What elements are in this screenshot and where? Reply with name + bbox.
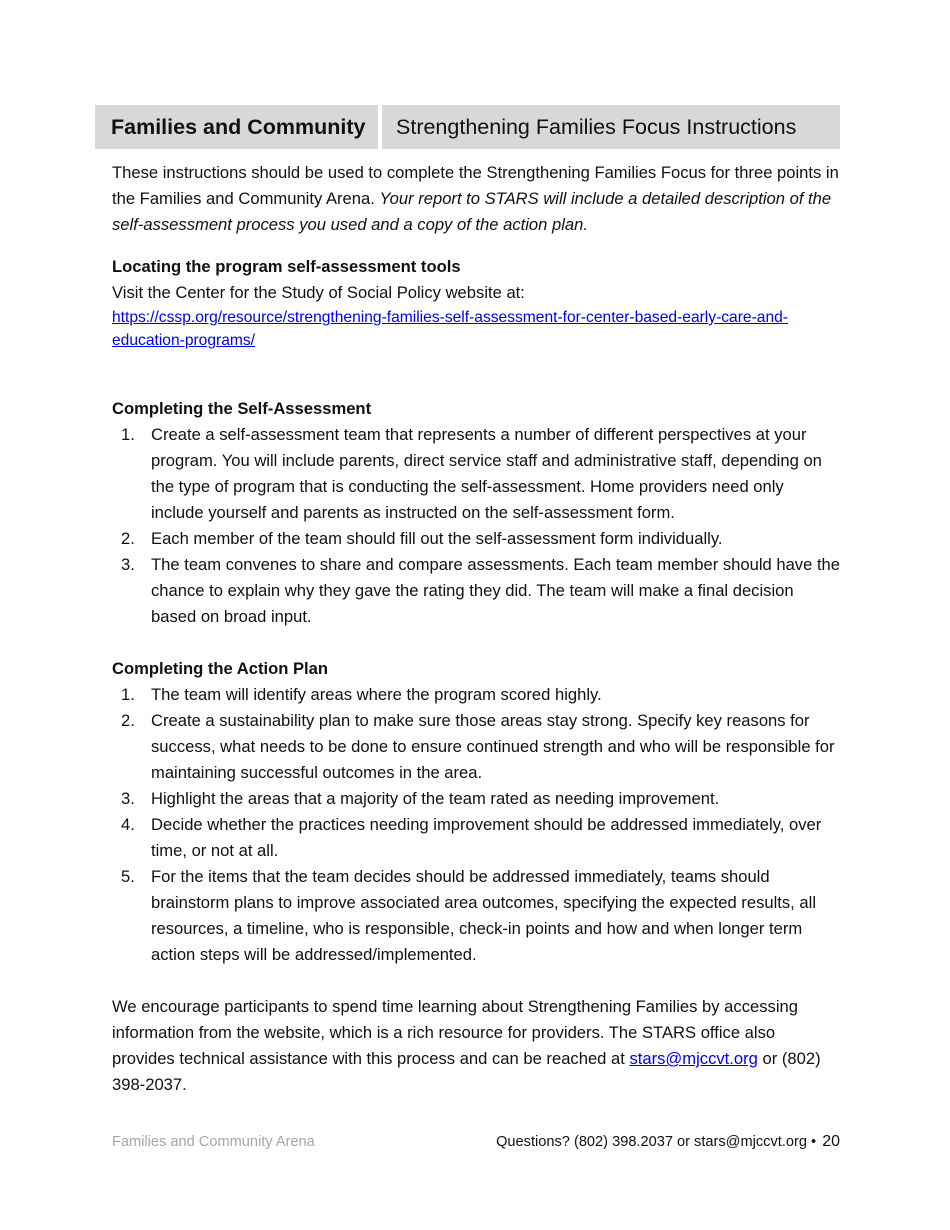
page-footer bbox=[112, 1131, 840, 1153]
list-item bbox=[112, 708, 840, 786]
action-plan-list bbox=[112, 682, 840, 968]
list-item bbox=[112, 526, 840, 552]
closing-paragraph bbox=[112, 994, 840, 1098]
list-item bbox=[112, 786, 840, 812]
footer-contact bbox=[496, 1131, 840, 1153]
page-header bbox=[95, 105, 840, 149]
list-item bbox=[112, 682, 840, 708]
list-number: 2. bbox=[121, 529, 135, 548]
cssp-link[interactable] bbox=[112, 306, 840, 352]
page-number: 20 bbox=[822, 1133, 840, 1150]
list-number: 3. bbox=[121, 555, 135, 574]
list-text: For the items that the team decides should be addressed immediately, teams should brainstorm plans to improve associated area outcomes, specifying the expected results, all resources, a timeline, who is responsible, check-in points and how and when longer term action steps will be addressed/implemented. bbox=[151, 867, 817, 964]
list-text: The team convenes to share and compare assessments. Each team member should have the chance to explain why they gave the rating they did. The team will make a final decision based on broad input. bbox=[151, 555, 841, 626]
cssp-link-line2[interactable]: education-programs/ bbox=[112, 332, 256, 349]
list-text: Create a sustainability plan to make sure those areas stay strong. Specify key reasons for success, what needs to be done to ensure continued strength and who will be responsible for maintaining successful outcomes in the area. bbox=[151, 711, 835, 782]
list-number: 1. bbox=[121, 425, 135, 444]
list-number: 1. bbox=[121, 685, 135, 704]
list-number: 5. bbox=[121, 867, 135, 886]
arena-label: Families and Community bbox=[95, 105, 378, 149]
list-item bbox=[112, 864, 840, 968]
self-assessment-list bbox=[112, 422, 840, 630]
list-text: Create a self-assessment team that represents a number of different perspectives at your program. You will include parents, direct service staff and administrative staff, depending on the type of program that is conducting the self-assessment. Home providers need only include yourself and parents as instructed on the self-assessment form. bbox=[151, 425, 822, 522]
document-body bbox=[112, 160, 840, 1098]
intro-paragraph bbox=[112, 160, 840, 238]
locating-heading: Locating the program self-assessment tools bbox=[112, 257, 461, 276]
list-item bbox=[112, 812, 840, 864]
email-link[interactable]: stars@mjccvt.org bbox=[629, 1049, 758, 1068]
cssp-link-line1[interactable]: https://cssp.org/resource/strengthening-families-self-assessment-for-center-based-early-care-and- bbox=[112, 309, 788, 326]
closing-text: We encourage participants to spend time learning about Strengthening Families by accessing information from the website, which is a rich resource for providers. The STARS office also provides technical assistance with this process and can be reached at bbox=[112, 997, 798, 1068]
page-title: Strengthening Families Focus Instructions bbox=[382, 105, 840, 149]
list-text: Decide whether the practices needing improvement should be addressed immediately, over time, or not at all. bbox=[151, 815, 822, 860]
closing-text-end: or (802) 398-2037. bbox=[112, 1049, 821, 1094]
self-assessment-heading: Completing the Self-Assessment bbox=[112, 399, 372, 418]
list-text: The team will identify areas where the program scored highly. bbox=[151, 685, 602, 704]
list-number: 2. bbox=[121, 711, 135, 730]
footer-contact-text: Questions? (802) 398.2037 or stars@mjccvt.org • bbox=[496, 1134, 817, 1150]
action-plan-heading: Completing the Action Plan bbox=[112, 659, 329, 678]
locating-text: Visit the Center for the Study of Social Policy website at: bbox=[112, 283, 525, 302]
list-number: 4. bbox=[121, 815, 135, 834]
list-text: Highlight the areas that a majority of the team rated as needing improvement. bbox=[151, 789, 720, 808]
list-text: Each member of the team should fill out the self-assessment form individually. bbox=[151, 529, 723, 548]
footer-arena: Families and Community Arena bbox=[112, 1134, 315, 1150]
intro-italic-text: Your report to STARS will include a detailed description of the self-assessment process you used and a copy of the action plan. bbox=[112, 189, 832, 234]
list-item bbox=[112, 422, 840, 526]
list-number: 3. bbox=[121, 789, 135, 808]
intro-text: These instructions should be used to complete the Strengthening Families Focus for three points in the Families and Community Arena. bbox=[112, 163, 839, 208]
list-item bbox=[112, 552, 840, 630]
